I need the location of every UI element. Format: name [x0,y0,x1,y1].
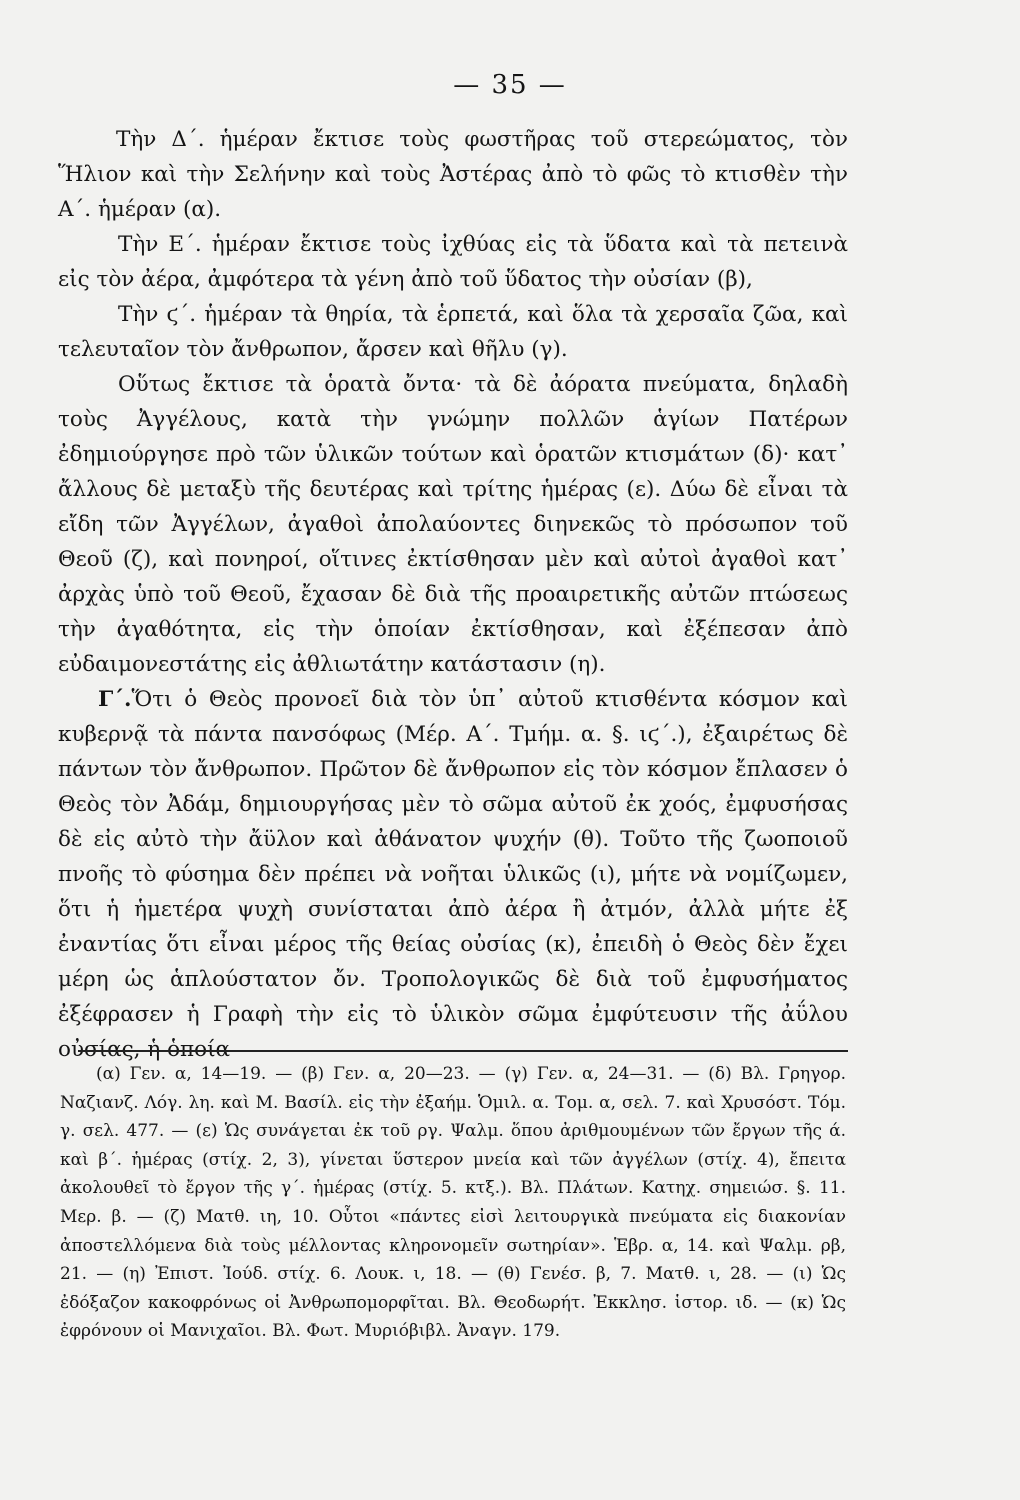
paragraph-fifth-day: Τὴν Ε΄. ἡμέραν ἔκτισε τοὺς ἰχθύας εἰς τὰ ὕδατα καὶ τὰ πετεινὰ εἰς τὸν ἀέρα, ἀμφότερα τὰ γένη ἀπὸ τοῦ ὕδατος τὴν οὐσίαν (β), [58,232,848,292]
paragraph-angels: Οὕτως ἔκτισε τὰ ὁρατὰ ὄντα· τὰ δὲ ἀόρατα πνεύματα, δηλαδὴ τοὺς Ἀγγέλους, κατὰ τὴν γνώμην πολλῶν ἁγίων Πατέρων ἐδημιούργησε πρὸ τῶν ὑλικῶν τούτων καὶ ὁρατῶν κτισμάτων (δ)· κατ᾽ ἄλλους δὲ μεταξὺ τῆς δευτέρας καὶ τρίτης ἡμέρας (ε). Δύω δὲ εἶναι τὰ εἴδη τῶν Ἀγγέλων, ἀγαθοὶ ἀπολαύοντες διηνεκῶς τὸ πρόσωπον τοῦ Θεοῦ (ζ), καὶ πονηροί, οἵτινες ἐκτίσθησαν μὲν καὶ αὐτοὶ ἀγαθοὶ κατ᾽ ἀρχὰς ὑπὸ τοῦ Θεοῦ, ἔχασαν δὲ διὰ τῆς προαιρετικῆς αὐτῶν πτώσεως τὴν ἀγαθότητα, εἰς τὴν ὁποίαν ἐκτίσθησαν, καὶ ἐξέπεσαν ἀπὸ εὐδαιμονεστάτης εἰς ἀθλιωτάτην κατάστασιν (η). [58,372,848,677]
section-mark: Γ΄. [98,687,132,712]
footnotes [60,1060,846,1346]
paragraph-providence [58,682,848,1067]
paragraph-sixth-day: Τὴν ϛ΄. ἡμέραν τὰ θηρία, τὰ ἑρπετά, καὶ ὅλα τὰ χερσαῖα ζῶα, καὶ τελευταῖον τὸν ἄνθρωπον, ἄρσεν καὶ θῆλυ (γ). [58,302,848,362]
footnote-text: (α) Γεν. α, 14—19. — (β) Γεν. α, 20—23. — (γ) Γεν. α, 24—31. — (δ) Βλ. Γρηγορ. Ναζιανζ. Λόγ. λη. καὶ Μ. Βασίλ. εἰς τὴν ἐξαήμ. Ὁμιλ. α. Τομ. α, σελ. 7. καὶ Χρυσόστ. Τόμ. γ. σελ. 477. — (ε) Ὡς συνάγεται ἐκ τοῦ ργ. Ψαλμ. ὅπου ἀριθμουμένων τῶν ἔργων τῆς ά. καὶ β΄. ἡμέρας (στίχ. 2, 3), γίνεται ὕστερον μνεία καὶ τῶν ἀγγέλων (στίχ. 4), ἔπειτα ἀκολουθεῖ τὸ ἔργον τῆς γ΄. ἡμέρας (στίχ. 5. κτξ.). Βλ. Πλάτων. Κατηχ. σημειώσ. §. 11. Μερ. β. — (ζ) Ματθ. ιη, 10. Οὗτοι «πάντες εἰσὶ λειτουργικὰ πνεύματα εἰς διακονίαν ἀποστελλόμενα διὰ τοὺς μέλλοντας κληρονομεῖν σωτηρίαν». Ἑβρ. α, 14. καὶ Ψαλμ. ρβ, 21. — (η) Ἐπιστ. Ἰούδ. στίχ. 6. Λουκ. ι, 18. — (θ) Γενέσ. β, 7. Ματθ. ι, 28. — (ι) Ὡς ἐδόξαζον κακοφρόνως οἱ Ἀνθρωπομορφῖται. Βλ. Θεοδωρήτ. Ἐκκλησ. ἱστορ. ιδ. — (κ) Ὡς ἐφρόνουν οἱ Μανιχαῖοι. Βλ. Φωτ. Μυριόβιβλ. Ἀναγν. 179. [60,1064,846,1342]
main-text [58,122,848,1067]
footnote-divider [78,1050,848,1052]
paragraph-providence-text: Ὅτι ὁ Θεὸς προνοεῖ διὰ τὸν ὑπ᾽ αὐτοῦ κτισθέντα κόσμον καὶ κυβερνᾷ τὰ πάντα πανσόφως (Μέρ. Α΄. Τμήμ. α. §. ιϛ΄.), ἐξαιρέτως δὲ πάντων τὸν ἄνθρωπον. Πρῶτον δὲ ἄνθρωπον εἰς τὸν κόσμον ἔπλασεν ὁ Θεὸς τὸν Ἀδάμ, δημιουργήσας μὲν τὸ σῶμα αὐτοῦ ἐκ χοός, ἐμφυσήσας δὲ εἰς αὐτὸ τὴν ἄϋλον καὶ ἀθάνατον ψυχήν (θ). Τοῦτο τῆς ζωοποιοῦ πνοῆς τὸ φύσημα δὲν πρέπει νὰ νοῆται ὑλικῶς (ι), μήτε νὰ νομίζωμεν, ὅτι ἡ ἡμετέρα ψυχὴ συνίσταται ἀπὸ ἀέρα ἢ ἀτμόν, ἀλλὰ μήτε ἐξ ἐναντίας ὅτι εἶναι μέρος τῆς θείας οὐσίας (κ), ἐπειδὴ ὁ Θεὸς δὲν ἔχει μέρη ὡς ἁπλούστατον ὄν. Τροπολογικῶς δὲ διὰ τοῦ ἐμφυσήματος ἐξέφρασεν ἡ Γραφὴ τὴν εἰς τὸ ὑλικὸν σῶμα ἐμφύτευσιν τῆς ἀΰλου οὐσίας, ἡ ὁποία [58,687,848,1062]
paragraph-fourth-day: Τὴν Δ΄. ἡμέραν ἔκτισε τοὺς φωστῆρας τοῦ στερεώματος, τὸν Ἥλιον καὶ τὴν Σελήνην καὶ τοὺς Ἀστέρας ἀπὸ τὸ φῶς τὸ κτισθὲν τὴν Α΄. ἡμέραν (α). [58,127,848,222]
page-number: — 35 — [453,70,567,100]
